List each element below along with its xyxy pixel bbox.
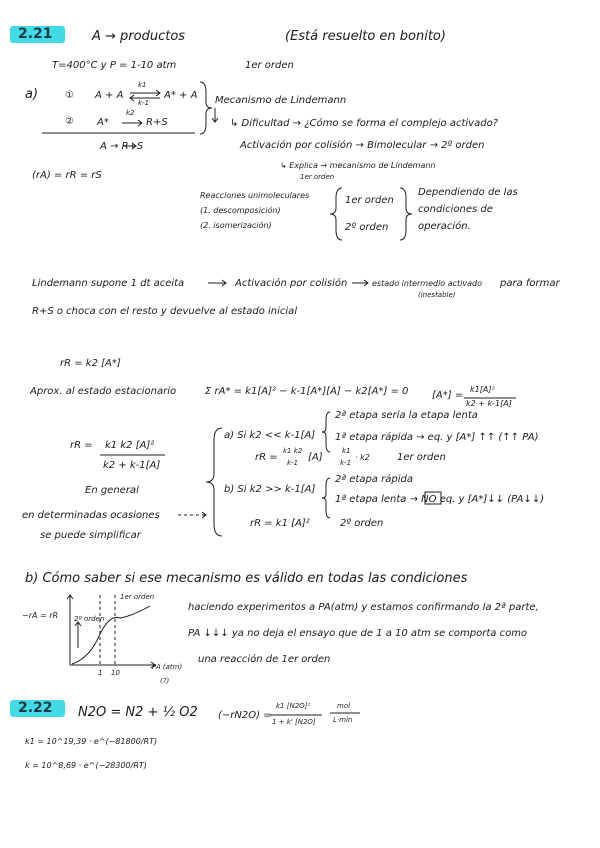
overall-reaction: A → R+S bbox=[100, 141, 144, 152]
graph-order1: 1er orden bbox=[120, 593, 155, 601]
astar-denominator: k2 + k-1[A] bbox=[466, 399, 512, 408]
k2-expression: k = 10^8,69 · e^(−28300/RT) bbox=[25, 761, 147, 770]
lindemann-unstable: (inestable) bbox=[418, 291, 456, 299]
problem-title: A → productos bbox=[92, 29, 186, 44]
rR-denominator: k2 + k-1[A] bbox=[103, 460, 161, 471]
rate-num-222: k1 [N2O]² bbox=[276, 702, 311, 710]
lindemann-line1d: para formar bbox=[500, 278, 560, 289]
graph-y-label: −rA = rR bbox=[22, 611, 59, 620]
step1-label: ① bbox=[65, 90, 74, 101]
part-b-text1: haciendo experimentos a PA(atm) y estamos confirmando la 2ª parte, bbox=[188, 602, 539, 613]
rate-den-222: 1 + k' [N2O] bbox=[272, 718, 316, 726]
case-a-note2: 1ª etapa rápida → eq. y [A*] ↑↑ (↑↑ PA) bbox=[335, 432, 539, 443]
lindemann-line1c: estado intermedio activado bbox=[372, 279, 483, 288]
steady-state-equation: Σ rA* = k1[A]² − k-1[A*][A] − k2[A*] = 0 bbox=[205, 386, 409, 397]
rate-lhs-222: (−rN2O) = bbox=[218, 710, 272, 721]
case-a-num: k1 k2 bbox=[283, 447, 303, 455]
case-a-k2: · k2 bbox=[355, 453, 370, 462]
conditions: T=400°C y P = 1-10 atm bbox=[52, 60, 177, 71]
step1-k-forward: k1 bbox=[138, 81, 147, 89]
case-a-rate: rR = bbox=[255, 452, 278, 463]
case-b-rate: rR = k1 [A]² bbox=[250, 518, 310, 529]
step2-lhs: A* bbox=[97, 117, 109, 128]
rR-lhs: rR = bbox=[70, 440, 93, 451]
explains-note: ↳ Explica → mecanismo de Lindemann bbox=[280, 161, 436, 170]
case-a-rest: [A] bbox=[308, 452, 323, 463]
problem-number-222: 2.22 bbox=[18, 700, 53, 716]
case-a: a) Si k2 << k-1[A] bbox=[224, 430, 316, 441]
depends-3: operación. bbox=[418, 221, 471, 232]
case-a-order: 1er orden bbox=[397, 452, 446, 463]
steady-state-label: Aprox. al estado estacionario bbox=[30, 386, 177, 397]
mechanism-name: Mecanismo de Lindemann bbox=[215, 95, 347, 106]
depends-2: condiciones de bbox=[418, 204, 493, 215]
case-a-k-den: k-1 bbox=[340, 459, 352, 467]
brace-order1: 1er orden bbox=[345, 195, 394, 206]
case-a-k-num: k1 bbox=[342, 447, 351, 455]
part-b-text3: una reacción de 1er orden bbox=[198, 654, 331, 665]
step1-k-back: k-1 bbox=[138, 99, 150, 107]
case-b-note1: 2ª etapa rápida bbox=[335, 474, 413, 485]
general-1: En general bbox=[85, 485, 139, 496]
solved-note: (Está resuelto en bonito) bbox=[285, 29, 446, 44]
astar-lhs: [A*] = bbox=[432, 390, 464, 401]
case-b-order: 2º orden bbox=[340, 518, 384, 529]
part-b-text2: PA ↓↓↓ ya no deja el ensayo que de 1 a 10 atm se comporta como bbox=[188, 628, 528, 639]
k1-expression: k1 = 10^19,39 · e^(−81800/RT) bbox=[25, 737, 158, 746]
part-a-label: a) bbox=[25, 87, 39, 102]
lindemann-line1a: Lindemann supone 1 dt aceita bbox=[32, 278, 185, 289]
part-b: b) Cómo saber si ese mecanismo es válido en todas las condiciones bbox=[25, 571, 468, 586]
astar-numerator: k1[A]² bbox=[470, 385, 495, 394]
activation-note: Activación por colisión → Bimolecular → 2º orden bbox=[240, 140, 485, 151]
reaction-222: N2O = N2 + ½ O2 bbox=[78, 705, 198, 720]
rR-numerator: k1 k2 [A]² bbox=[105, 440, 155, 451]
graph-x-unit: (?) bbox=[160, 677, 170, 685]
unimolecular-isomerization: (2. isomerización) bbox=[200, 221, 272, 230]
unimolecular-decomposition: (1. descomposición) bbox=[200, 206, 281, 215]
unimolecular-title: Reacciones unimoleculares bbox=[200, 191, 310, 200]
rate-R: rR = k2 [A*] bbox=[60, 358, 121, 369]
step2-label: ② bbox=[65, 116, 74, 127]
graph-order2: 2º orden bbox=[74, 615, 105, 623]
lindemann-line2: R+S o choca con el resto y devuelve al estado inicial bbox=[32, 306, 298, 317]
step1-rhs: A* + A bbox=[164, 90, 198, 101]
case-b-note2: 1ª etapa lenta → NO eq. y [A*]↓↓ (PA↓↓) bbox=[335, 494, 545, 505]
general-2: en determinadas ocasiones bbox=[22, 510, 160, 521]
depends-1: Dependiendo de las bbox=[418, 187, 518, 198]
graph-x-label: PA (atm) bbox=[152, 663, 183, 671]
step1-lhs: A + A bbox=[95, 90, 124, 101]
lindemann-line1b: Activación por colisión bbox=[235, 278, 348, 289]
brace-order2: 2º orden bbox=[345, 222, 389, 233]
difficulty-note: ↳ Dificultad → ¿Cómo se forma el complejo activado? bbox=[230, 118, 498, 129]
step2-k: k2 bbox=[126, 109, 135, 117]
case-a-note1: 2ª etapa sería la etapa lenta bbox=[335, 410, 478, 421]
explains-order: 1er orden bbox=[300, 173, 335, 181]
units-den-222: L·min bbox=[333, 716, 353, 724]
step2-rhs: R+S bbox=[146, 117, 168, 128]
case-a-den: k-1 bbox=[287, 459, 299, 467]
general-3: se puede simplificar bbox=[40, 530, 141, 541]
rate-equality: (rA) = rR = rS bbox=[32, 170, 102, 181]
graph-tick-10: 10 bbox=[111, 669, 120, 677]
graph-tick-1: 1 bbox=[98, 669, 103, 677]
order-label: 1er orden bbox=[245, 60, 294, 71]
problem-number: 2.21 bbox=[18, 26, 53, 42]
case-b: b) Si k2 >> k-1[A] bbox=[224, 484, 316, 495]
units-num-222: mol bbox=[337, 702, 351, 710]
